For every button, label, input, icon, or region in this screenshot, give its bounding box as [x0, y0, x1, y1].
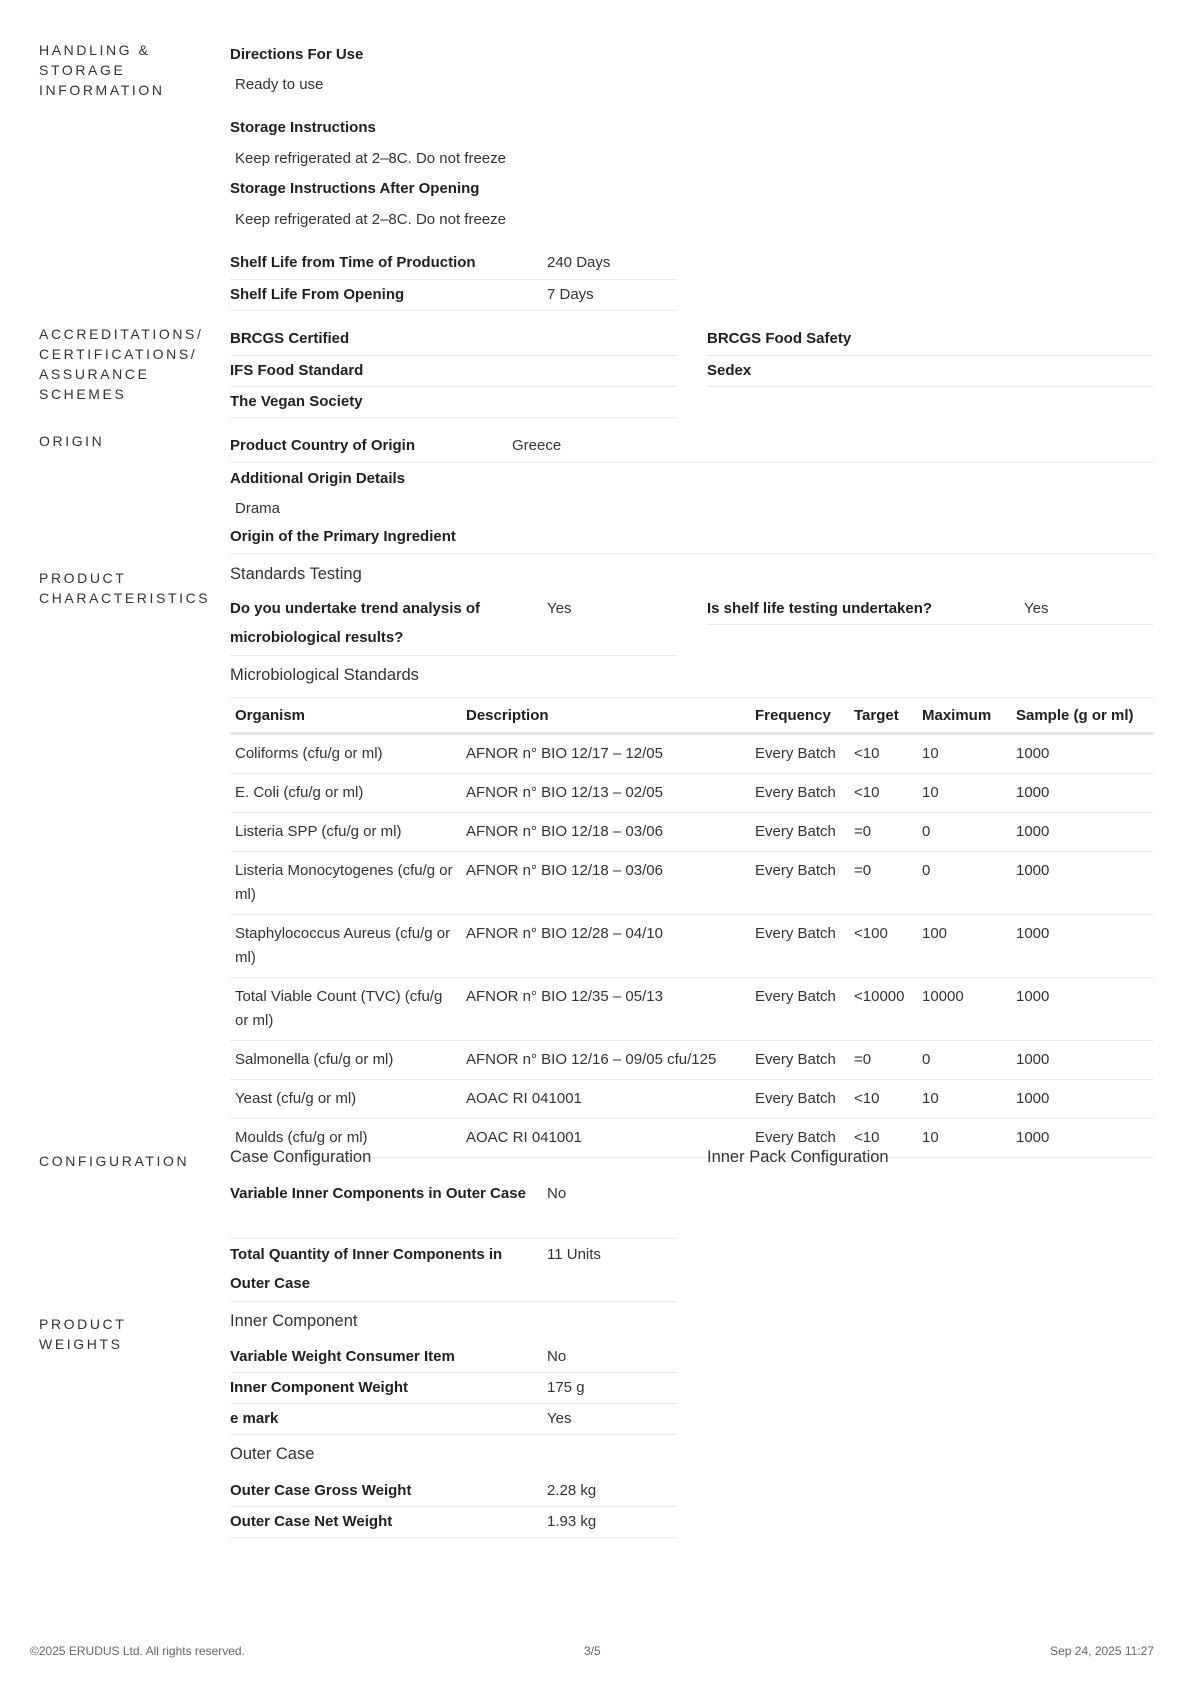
- accreditation-item: [707, 324, 1154, 356]
- table-row: [230, 734, 1154, 774]
- outer-net-label: Outer Case Net Weight: [230, 1513, 393, 1530]
- variable-weight-value: No: [547, 1348, 567, 1365]
- storage-after-label: Storage Instructions After Opening: [230, 180, 480, 197]
- origin-country-value: Greece: [512, 437, 562, 454]
- directions-label: Directions For Use: [230, 46, 364, 63]
- table-cell-maximum: 10: [917, 774, 1011, 813]
- variable-weight-label: Variable Weight Consumer Item: [230, 1348, 455, 1365]
- shelf-life-production-label: Shelf Life from Time of Production: [230, 254, 476, 271]
- table-cell-target: <10: [849, 734, 917, 774]
- accreditation-item: [230, 324, 677, 356]
- footer-page-number: 3/5: [584, 1644, 601, 1658]
- accreditation-label: The Vegan Society: [230, 393, 363, 410]
- shelf-life-production-value: 240 Days: [547, 254, 611, 271]
- weight-row: [230, 1373, 677, 1404]
- table-header-sample-g-or-ml: Sample (g or ml): [1011, 698, 1154, 734]
- table-cell-description: AFNOR n° BIO 12/28 – 04/10: [461, 915, 750, 978]
- table-cell-description: AFNOR n° BIO 12/35 – 05/13: [461, 978, 750, 1041]
- table-row: [230, 915, 1154, 978]
- variable-inner-value: No: [547, 1185, 567, 1202]
- table-cell-maximum: 100: [917, 915, 1011, 978]
- weight-row: [230, 1404, 677, 1435]
- storage-value: Keep refrigerated at 2–8C. Do not freeze: [235, 150, 506, 167]
- table-cell-frequency: Every Batch: [750, 915, 849, 978]
- table-cell-description: AFNOR n° BIO 12/13 – 02/05: [461, 774, 750, 813]
- total-quantity-value: 11 Units: [547, 1246, 601, 1263]
- table-cell-frequency: Every Batch: [750, 734, 849, 774]
- origin-country-row: [230, 431, 1154, 463]
- table-row: [230, 852, 1154, 915]
- table-cell-description: AFNOR n° BIO 12/18 – 03/06: [461, 813, 750, 852]
- section-label-product-weights: PRODUCT WEIGHTS: [39, 1316, 127, 1352]
- footer-copyright: ©2025 ERUDUS Ltd. All rights reserved.: [30, 1644, 245, 1658]
- storage-label: Storage Instructions: [230, 119, 376, 136]
- table-cell-maximum: 10: [917, 734, 1011, 774]
- accreditation-item: [230, 356, 677, 387]
- inner-weight-value: 175 g: [547, 1379, 585, 1396]
- table-row: [230, 1041, 1154, 1080]
- table-cell-sample-g-or-ml: 1000: [1011, 1119, 1154, 1158]
- weight-row: [230, 1476, 677, 1507]
- table-cell-target: =0: [849, 852, 917, 915]
- section-label-origin: ORIGIN: [39, 433, 105, 449]
- table-header-row: [230, 698, 1154, 734]
- microbiological-standards-table: [230, 697, 1154, 1158]
- table-cell-target: <10: [849, 1080, 917, 1119]
- table-cell-maximum: 10: [917, 1080, 1011, 1119]
- inner-weight-label: Inner Component Weight: [230, 1379, 409, 1396]
- table-cell-maximum: 0: [917, 852, 1011, 915]
- table-cell-frequency: Every Batch: [750, 978, 849, 1041]
- accreditation-item: [707, 356, 1154, 387]
- table-cell-organism: E. Coli (cfu/g or ml): [230, 774, 461, 813]
- shelf-life-row: [230, 280, 677, 311]
- table-cell-maximum: 0: [917, 1041, 1011, 1080]
- table-cell-organism: Listeria SPP (cfu/g or ml): [230, 813, 461, 852]
- e-mark-value: Yes: [547, 1410, 572, 1427]
- section-label-configuration: CONFIGURATION: [39, 1153, 190, 1169]
- table-cell-description: AOAC RI 041001: [461, 1080, 750, 1119]
- table-cell-organism: Total Viable Count (TVC) (cfu/g or ml): [230, 978, 461, 1041]
- table-cell-organism: Yeast (cfu/g or ml): [230, 1080, 461, 1119]
- table-cell-sample-g-or-ml: 1000: [1011, 915, 1154, 978]
- outer-gross-value: 2.28 kg: [547, 1482, 597, 1499]
- outer-case-title: Outer Case: [230, 1445, 315, 1463]
- variable-inner-label: Variable Inner Components in Outer Case: [230, 1185, 526, 1202]
- origin-primary-row: [230, 522, 1154, 554]
- config-row: [230, 1179, 677, 1239]
- table-cell-target: =0: [849, 1041, 917, 1080]
- accreditation-label: IFS Food Standard: [230, 362, 364, 379]
- table-cell-maximum: 0: [917, 813, 1011, 852]
- table-header-organism: Organism: [230, 698, 461, 734]
- shelf-life-row: [230, 248, 677, 280]
- shelf-testing-value: Yes: [1024, 600, 1049, 617]
- table-cell-frequency: Every Batch: [750, 1041, 849, 1080]
- e-mark-label: e mark: [230, 1410, 279, 1427]
- table-cell-target: =0: [849, 813, 917, 852]
- table-row: [230, 774, 1154, 813]
- table-cell-organism: Listeria Monocytogenes (cfu/g or ml): [230, 852, 461, 915]
- table-cell-description: AFNOR n° BIO 12/18 – 03/06: [461, 852, 750, 915]
- outer-gross-label: Outer Case Gross Weight: [230, 1482, 412, 1499]
- origin-country-label: Product Country of Origin: [230, 437, 415, 454]
- shelf-testing-label: Is shelf life testing undertaken?: [707, 600, 933, 617]
- accreditation-label: Sedex: [707, 362, 752, 379]
- origin-additional-value: Drama: [235, 500, 281, 517]
- shelf-testing-row: [707, 594, 1154, 625]
- table-cell-target: <100: [849, 915, 917, 978]
- trend-analysis-value: Yes: [547, 600, 572, 617]
- accreditation-item: [230, 387, 677, 418]
- table-cell-frequency: Every Batch: [750, 774, 849, 813]
- table-cell-sample-g-or-ml: 1000: [1011, 1041, 1154, 1080]
- table-cell-organism: Staphylococcus Aureus (cfu/g or ml): [230, 915, 461, 978]
- trend-analysis-label: Do you undertake trend analysis of microbiological results?: [230, 600, 481, 646]
- shelf-life-opening-label: Shelf Life From Opening: [230, 286, 405, 303]
- table-cell-organism: Salmonella (cfu/g or ml): [230, 1041, 461, 1080]
- table-cell-sample-g-or-ml: 1000: [1011, 1080, 1154, 1119]
- table-cell-target: <10: [849, 1119, 917, 1158]
- accreditation-label: BRCGS Certified: [230, 330, 350, 347]
- table-cell-target: <10: [849, 774, 917, 813]
- shelf-life-opening-value: 7 Days: [547, 286, 594, 303]
- table-row: [230, 978, 1154, 1041]
- table-cell-description: AFNOR n° BIO 12/16 – 09/05 cfu/125: [461, 1041, 750, 1080]
- config-row: [230, 1240, 677, 1302]
- table-cell-sample-g-or-ml: 1000: [1011, 852, 1154, 915]
- origin-additional-label: Additional Origin Details: [230, 470, 406, 487]
- table-cell-sample-g-or-ml: 1000: [1011, 978, 1154, 1041]
- table-header-maximum: Maximum: [917, 698, 1011, 734]
- table-cell-sample-g-or-ml: 1000: [1011, 774, 1154, 813]
- table-cell-sample-g-or-ml: 1000: [1011, 734, 1154, 774]
- table-cell-sample-g-or-ml: 1000: [1011, 813, 1154, 852]
- weight-row: [230, 1342, 677, 1373]
- table-cell-frequency: Every Batch: [750, 1080, 849, 1119]
- inner-component-title: Inner Component: [230, 1312, 358, 1330]
- origin-primary-label: Origin of the Primary Ingredient: [230, 528, 456, 545]
- total-quantity-label: Total Quantity of Inner Components in Outer Case: [230, 1246, 503, 1292]
- table-cell-organism: Moulds (cfu/g or ml): [230, 1119, 461, 1158]
- storage-after-value: Keep refrigerated at 2–8C. Do not freeze: [235, 211, 506, 228]
- accreditation-label: BRCGS Food Safety: [707, 330, 852, 347]
- weight-row: [230, 1507, 677, 1538]
- table-row: [230, 813, 1154, 852]
- table-header-frequency: Frequency: [750, 698, 849, 734]
- micro-standards-title: Microbiological Standards: [230, 666, 419, 684]
- outer-net-value: 1.93 kg: [547, 1513, 597, 1530]
- table-cell-description: AOAC RI 041001: [461, 1119, 750, 1158]
- trend-analysis-row: [230, 594, 677, 656]
- table-header-description: Description: [461, 698, 750, 734]
- table-cell-frequency: Every Batch: [750, 1119, 849, 1158]
- table-cell-organism: Coliforms (cfu/g or ml): [230, 734, 461, 774]
- table-cell-maximum: 10: [917, 1119, 1011, 1158]
- table-cell-frequency: Every Batch: [750, 813, 849, 852]
- inner-pack-configuration-title: Inner Pack Configuration: [707, 1148, 889, 1166]
- table-cell-frequency: Every Batch: [750, 852, 849, 915]
- section-label-product-characteristics: PRODUCT CHARACTERISTICS: [39, 570, 211, 606]
- directions-value: Ready to use: [235, 76, 324, 93]
- table-cell-maximum: 10000: [917, 978, 1011, 1041]
- section-label-accreditations: ACCREDITATIONS/ CERTIFICATIONS/ ASSURANCE SCHEMES: [39, 326, 204, 402]
- case-configuration-title: Case Configuration: [230, 1148, 372, 1166]
- table-header-target: Target: [849, 698, 917, 734]
- standards-testing-title: Standards Testing: [230, 565, 362, 583]
- footer-timestamp: Sep 24, 2025 11:27: [1050, 1644, 1154, 1658]
- table-row: [230, 1080, 1154, 1119]
- table-cell-description: AFNOR n° BIO 12/17 – 12/05: [461, 734, 750, 774]
- section-label-handling: HANDLING & STORAGE INFORMATION: [39, 42, 165, 98]
- table-cell-target: <10000: [849, 978, 917, 1041]
